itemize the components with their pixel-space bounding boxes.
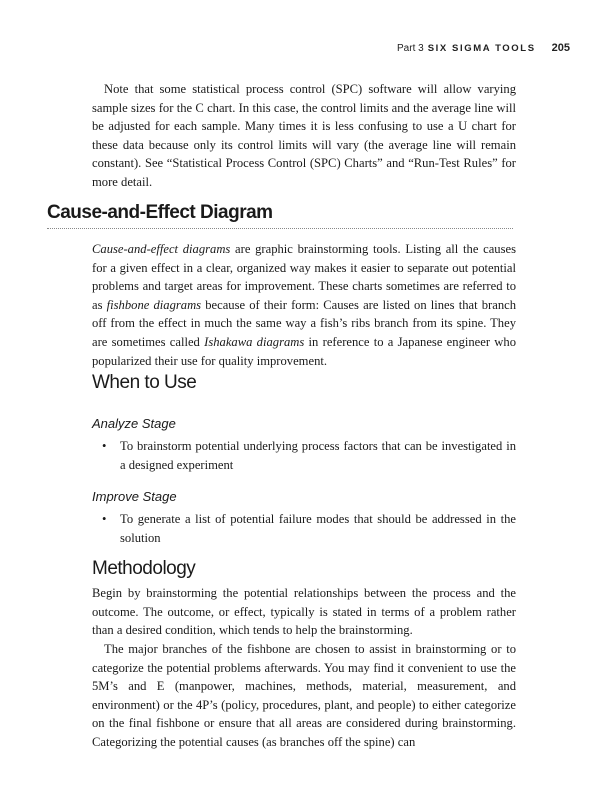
improve-stage-heading: Improve Stage [92,489,177,504]
methodology-paragraph-1: Begin by brainstorming the potential relationships between the process and the outcome. The outcome, or effect, typically is stated in terms of a problem rather than a desired condition, which tends to help the brainstorming. [92,586,516,638]
improve-stage-bullet [102,510,516,547]
intro-text-1: are graphic brainstorming tools. Listing all the causes for a given effect in a clear, organized way makes it easier to separate out potential problems and target areas for improvement. These charts sometimes are referred to as [92,242,516,312]
intro-text-3: in reference to a Japanese engineer who popularized their use for quality improvement. [92,334,516,368]
page-number: 205 [551,42,570,54]
methodology-heading: Methodology [92,558,196,579]
methodology-paragraph-2: The major branches of the fishbone are chosen to assist in brainstorming or to categorize the potential problems afterwards. You may find it convenient to use the 5M’s and E (manpower, machines, methods, material, measurement, and environment) or the 4P’s (policy, procedures, plant, and people) to either categorize on the final fishbone or ensure that all areas are considered during brainstorming. Categorizing the potential causes (as branches off the spine) can [92,642,516,749]
analyze-stage-heading: Analyze Stage [92,416,176,431]
bullet-icon: • [102,439,107,453]
intro-text-2: because of their form: Causes are listed on lines that branch off from the effect in much the same way a fish’s ribs branch from its spine. They are sometimes called [92,297,517,349]
bullet-text: To generate a list of potential failure modes that should be addressed in the solution [120,512,516,545]
section-intro-paragraph [92,240,516,370]
term-fishbone: fishbone diagrams [106,297,202,312]
intro-paragraph: Note that some statistical process control (SPC) software will allow varying sample sizes for the C chart. In this case, the control limits and the average line will be adjusted for each sample. Many times it is less confusing to use a U chart for these data because only its control limits will vary (the average line will remain constant). See “Statistical Process Control (SPC) Charts” and “Run-Test Rules” for more detail. [92,82,516,189]
when-to-use-heading: When to Use [92,372,197,393]
analyze-stage-bullet [102,437,516,474]
header-part: Part 3 [397,43,424,54]
header-chapter: SIX SIGMA TOOLS [427,43,536,54]
running-header [397,42,570,54]
term-ishakawa: Ishakawa diagrams [204,334,305,349]
section-title: Cause-and-Effect Diagram [47,202,513,229]
bullet-icon: • [102,512,107,526]
term-cause-and-effect: Cause-and-effect diagrams [92,242,231,256]
bullet-text: To brainstorm potential underlying process factors that can be investigated in a designed experiment [120,439,516,472]
